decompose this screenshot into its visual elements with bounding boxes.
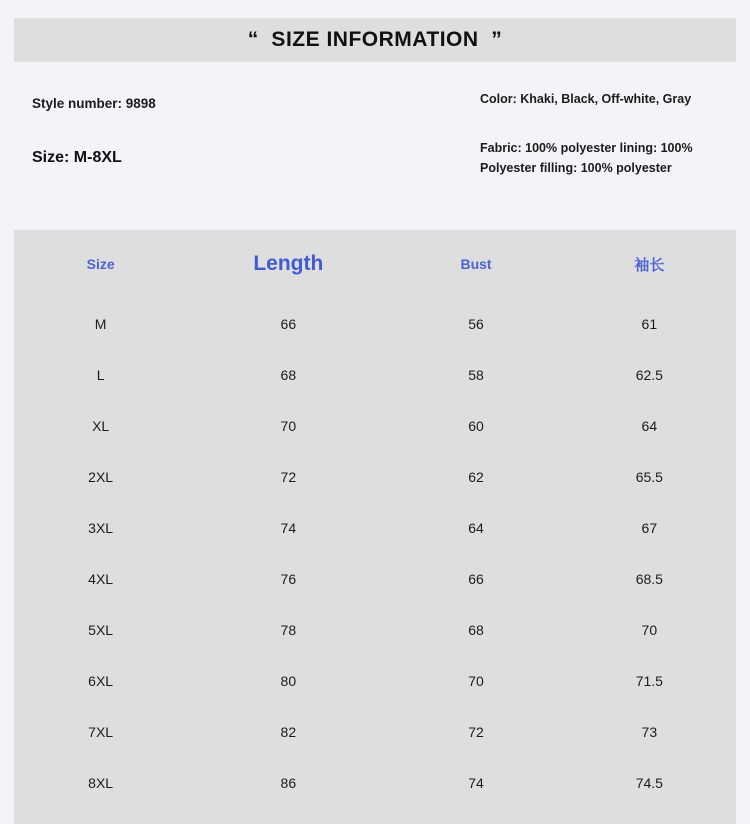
cell-bust: 60 <box>468 417 484 434</box>
cell-length: 74 <box>280 519 297 536</box>
color-options-text: Color: Khaki, Black, Off-white, Gray <box>480 92 692 106</box>
cell-length: 86 <box>280 774 297 791</box>
cell-size: 8XL <box>88 774 114 791</box>
cell-sleeve: 67 <box>641 519 658 536</box>
page-title-banner <box>14 18 736 62</box>
cell-size: 6XL <box>88 672 114 689</box>
cell-bust: 64 <box>468 519 484 536</box>
product-info-left <box>32 96 332 167</box>
fabric-composition-text: Fabric: 100% polyester lining: 100% Polyester filling: 100% polyester <box>480 141 693 175</box>
cell-size: XL <box>92 417 110 434</box>
cell-length: 68 <box>280 366 297 383</box>
column-header-length: Length <box>253 252 324 275</box>
cell-length: 78 <box>280 621 297 638</box>
column-header-size: Size <box>86 256 115 272</box>
product-info-right <box>480 90 740 178</box>
cell-sleeve: 70 <box>641 621 658 638</box>
cell-size: L <box>96 366 105 383</box>
cell-size: 4XL <box>88 570 114 587</box>
cell-bust: 70 <box>468 672 484 689</box>
table-row <box>14 502 736 553</box>
cell-bust: 56 <box>468 315 484 332</box>
cell-sleeve: 74.5 <box>635 774 663 791</box>
cell-bust: 68 <box>468 621 484 638</box>
size-table-body <box>14 298 736 808</box>
cell-size: 3XL <box>88 519 114 536</box>
cell-length: 72 <box>280 468 297 485</box>
table-row <box>14 451 736 502</box>
column-header-sleeve-length: 袖长 <box>634 256 665 274</box>
cell-bust: 66 <box>468 570 484 587</box>
style-number-text: Style number: 9898 <box>32 96 156 111</box>
cell-bust: 62 <box>468 468 484 485</box>
cell-sleeve: 71.5 <box>635 672 663 689</box>
cell-length: 80 <box>280 672 297 689</box>
cell-length: 82 <box>280 723 297 740</box>
cell-length: 66 <box>280 315 297 332</box>
cell-length: 70 <box>280 417 297 434</box>
column-header-bust: Bust <box>460 256 492 272</box>
product-info-block <box>14 62 736 230</box>
cell-sleeve: 64 <box>641 417 658 434</box>
size-table-panel <box>14 230 736 824</box>
table-header-row <box>14 230 736 298</box>
size-information-page <box>0 18 750 816</box>
table-row <box>14 655 736 706</box>
cell-size: 2XL <box>88 468 114 485</box>
table-row <box>14 400 736 451</box>
table-row <box>14 604 736 655</box>
size-table <box>14 230 736 808</box>
cell-bust: 72 <box>468 723 484 740</box>
cell-size: 7XL <box>88 723 114 740</box>
cell-sleeve: 61 <box>641 315 658 332</box>
table-row <box>14 757 736 808</box>
cell-size: M <box>94 315 107 332</box>
table-row <box>14 706 736 757</box>
table-row <box>14 349 736 400</box>
cell-length: 76 <box>280 570 297 587</box>
cell-bust: 74 <box>468 774 484 791</box>
table-row <box>14 298 736 349</box>
cell-bust: 58 <box>468 366 484 383</box>
table-row <box>14 553 736 604</box>
cell-sleeve: 73 <box>641 723 658 740</box>
size-range-text: Size: M-8XL <box>32 149 122 166</box>
cell-size: 5XL <box>88 621 114 638</box>
cell-sleeve: 68.5 <box>635 570 663 587</box>
size-table-head <box>14 230 736 298</box>
page-title: “ SIZE INFORMATION ” <box>247 28 503 51</box>
cell-sleeve: 62.5 <box>635 366 663 383</box>
cell-sleeve: 65.5 <box>635 468 663 485</box>
